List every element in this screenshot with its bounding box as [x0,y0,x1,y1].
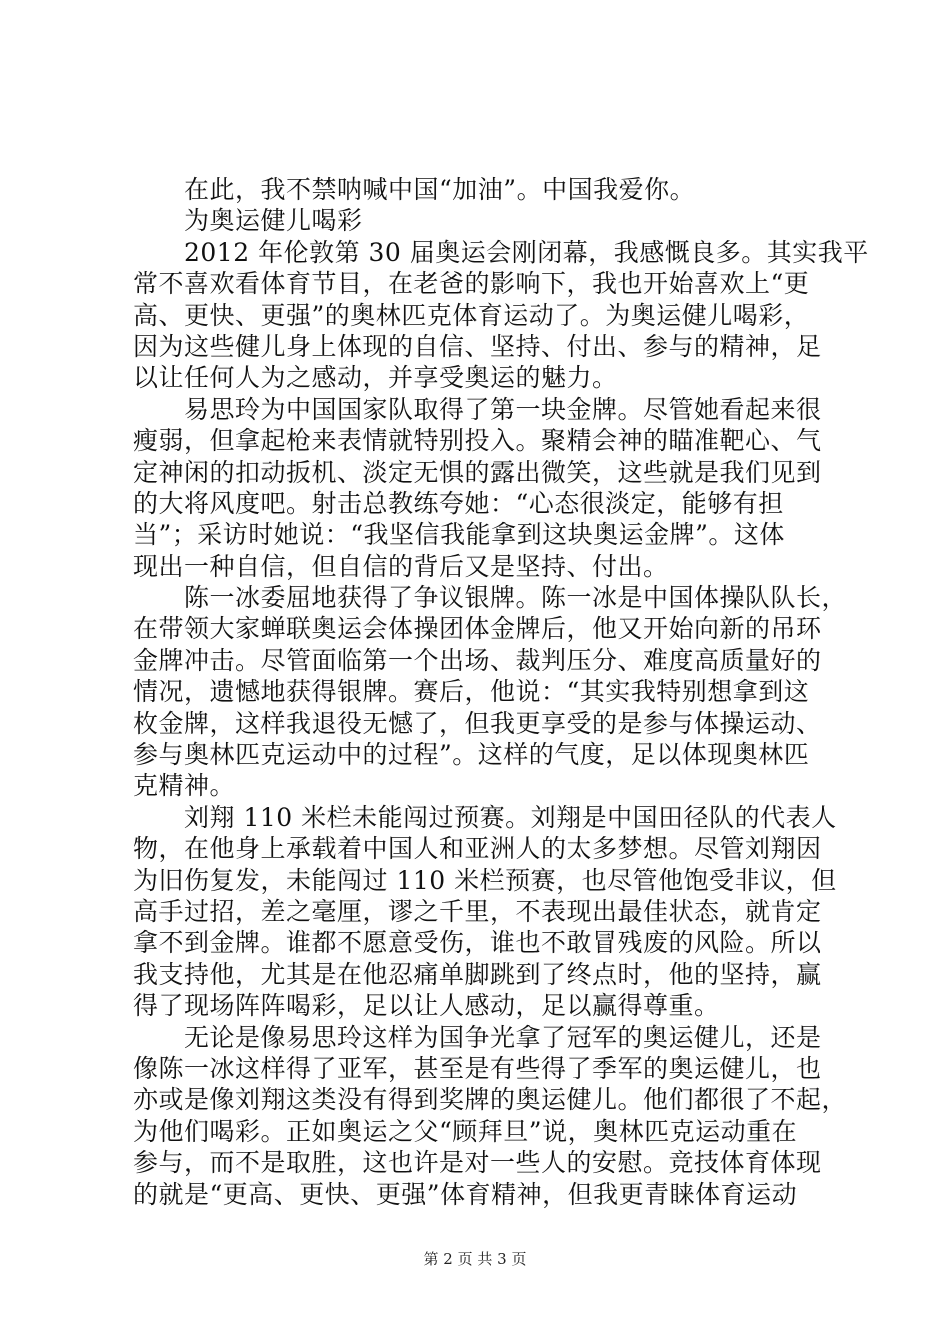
text-line: 拿不到金牌。谁都不愿意受伤，谁也不敢冒残废的风险。所以 [133,928,822,958]
text-line: 为他们喝彩。正如奥运之父“顾拜旦”说，奥林匹克运动重在 [133,1116,798,1146]
text-line: 我支持他，尤其是在他忍痛单脚跳到了终点时，他的坚持，赢 [133,959,822,989]
text-line: 枚金牌，这样我退役无憾了，但我更享受的是参与体操运动、 [133,708,822,738]
text-line: 高、更快、更强”的奥林匹克体育运动了。为奥运健儿喝彩， [133,300,810,330]
text-line: 克精神。 [133,771,236,801]
text-line: 金牌冲击。尽管面临第一个出场、裁判压分、难度高质量好的 [133,645,822,675]
text-line: 在此，我不禁呐喊中国“加油”。中国我爱你。 [133,175,696,204]
text-line: 以让任何人为之感动，并享受奥运的魅力。 [133,363,618,393]
text-line: 刘翔 110 米栏未能闯过预赛。刘翔是中国田径队的代表人 [133,802,837,832]
text-line: 为旧伤复发，未能闯过 110 米栏预赛，也尽管他饱受非议，但 [133,865,837,895]
text-line: 因为这些健儿身上体现的自信、坚持、付出、参与的精神，足 [133,331,822,361]
text-line: 参与，而不是取胜，这也许是对一些人的安慰。竞技体育体现 [133,1148,822,1178]
text-line: 物，在他身上承载着中国人和亚洲人的太多梦想。尽管刘翔因 [133,834,822,864]
text-line: 得了现场阵阵喝彩，足以让人感动，足以赢得尊重。 [133,991,720,1021]
text-line: 高手过招，差之毫厘，谬之千里，不表现出最佳状态，就肯定 [133,896,822,926]
text-line: 瘦弱，但拿起枪来表情就特别投入。聚精会神的瞄准靶心、气 [133,426,822,456]
text-line: 在带领大家蝉联奥运会体操团体金牌后，他又开始向新的吊环 [133,614,822,644]
text-line: 常不喜欢看体育节目，在老爸的影响下，我也开始喜欢上“更 [133,269,810,299]
text-line: 易思玲为中国国家队取得了第一块金牌。尽管她看起来很 [133,394,822,424]
text-line: 的就是“更高、更快、更强”体育精神，但我更青睐体育运动 [133,1179,798,1209]
text-line: 无论是像易思玲这样为国争光拿了冠军的奥运健儿，还是 [133,1022,822,1052]
text-line: 当”；采访时她说：“我坚信我能拿到这块奥运金牌”。这体 [133,520,785,550]
text-line: 亦或是像刘翔这类没有得到奖牌的奥运健儿。他们都很了不起， [133,1085,848,1115]
text-line: 现出一种自信，但自信的背后又是坚持、付出。 [133,551,669,581]
text-line: 参与奥林匹克运动中的过程”。这样的气度，足以体现奥林匹 [133,740,810,770]
page-footer [0,1248,950,1269]
page-number: 第 2 页 共 3 页 [423,1250,527,1268]
text-line: 陈一冰委屈地获得了争议银牌。陈一冰是中国体操队队长， [133,583,848,613]
document-body [133,174,869,1210]
text-line: 的大将风度吧。射击总教练夸她：“心态很淡定，能够有担 [133,488,784,518]
text-line: 定神闲的扣动扳机、淡定无惧的露出微笑，这些就是我们见到 [133,457,822,487]
text-line: 像陈一冰这样得了亚军，甚至是有些得了季军的奥运健儿，也 [133,1053,822,1083]
text-line: 2012 年伦敦第 30 届奥运会刚闭幕，我感慨良多。其实我平 [133,237,869,267]
text-line: 为奥运健儿喝彩 [133,206,363,236]
text-line: 情况，遗憾地获得银牌。赛后，他说：“其实我特别想拿到这 [133,677,810,707]
